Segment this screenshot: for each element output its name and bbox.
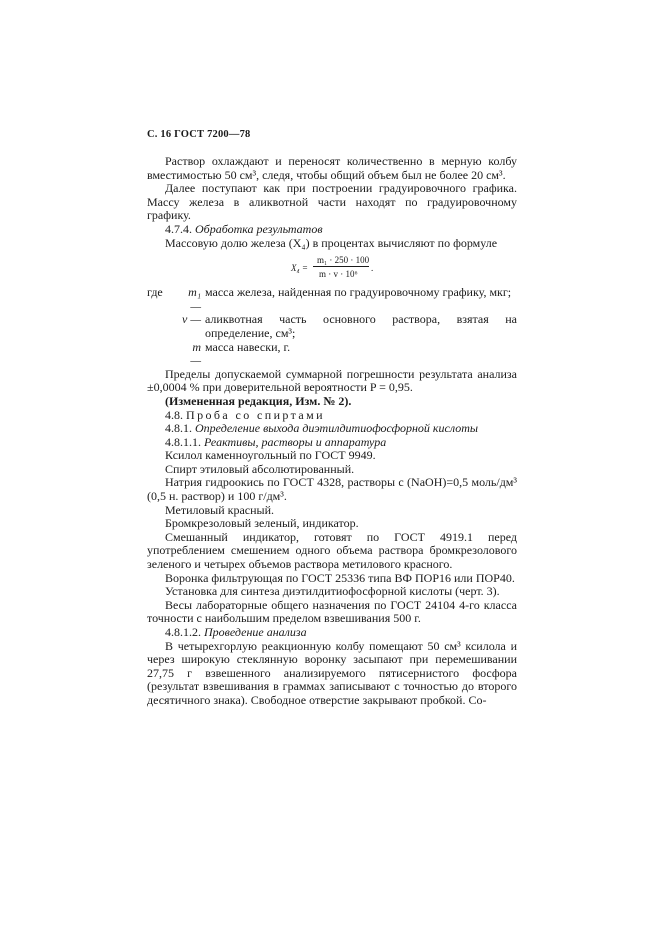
section-number: 4.8.1. xyxy=(165,421,192,436)
variable-name: m₁ — xyxy=(188,285,201,313)
reagent-item: Воронка фильтрующая по ГОСТ 25336 типа ВФ ПОР16 или ПОР40. xyxy=(165,570,515,585)
section-title: Обработка результатов xyxy=(195,221,323,236)
reagent-item: Натрия гидроокись по ГОСТ 4328, растворы c (NaOH)=0,5 моль/дм³ (0,5 н. раствор) и 100 г/дм³. xyxy=(147,475,517,504)
section-title: Определение выхода диэтилдитиофосфорной кислоты xyxy=(195,421,479,436)
section-title: Проведение анализа xyxy=(204,625,307,639)
formula-end: . xyxy=(371,263,374,274)
section-title: Проба со спиртами xyxy=(186,407,325,422)
document-body xyxy=(147,155,517,708)
formula-numerator: m₁ · 250 · 100 xyxy=(317,255,370,266)
formula-lhs: X₄ = xyxy=(291,263,308,274)
section-number: 4.7.4. xyxy=(165,221,192,236)
paragraph: Пределы допускаемой суммарной погрешности результата анализа ±0,0004 % при доверительной вероятности P = 0,95. xyxy=(147,366,517,395)
section-heading-4-8-1-1 xyxy=(147,436,517,450)
variable-name: v — xyxy=(182,312,201,327)
section-heading-4-8-1 xyxy=(147,422,517,436)
section-heading-4-7-4 xyxy=(147,223,517,237)
reagent-item: Весы лабораторные общего назначения по ГОСТ 24104 4-го класса точности с наибольшим пределом взвешивания 500 г. xyxy=(147,597,517,626)
page-header: С. 16 ГОСТ 7200—78 xyxy=(147,129,251,140)
section-heading-4-8-1-2 xyxy=(147,626,517,640)
reagent-item: Спирт этиловый абсолютированный. xyxy=(165,461,355,476)
section-number: 4.8.1.2. xyxy=(165,625,201,639)
reagent-item: Установка для синтеза диэтилдитиофосфорной кислоты (черт. 3). xyxy=(165,584,500,599)
where-label: где xyxy=(147,285,163,300)
reagent-item: Бромкрезоловый зеленый, индикатор. xyxy=(165,516,359,531)
formula-denominator: m · v · 10⁶ xyxy=(319,269,358,280)
reagent-item: Метиловый красный. xyxy=(165,502,275,517)
section-number: 4.8.1.1. xyxy=(165,434,201,449)
variable-description: масса железа, найденная по градуировочному графику, мкг; xyxy=(205,285,512,300)
paragraph: В четырехгорлую реакционную колбу помещают 50 см³ ксилола и через широкую стеклянную воронку засыпают при перемешивании 27,75 г взвешенного анализируемого пятисернистого фосфора (результат взвешивания в граммах записывают с точностью до второго десятичного знака). Свободное отверстие закрывают пробкой. Со- xyxy=(147,638,517,707)
paragraph: Раствор охлаждают и переносят количественно в мерную колбу вместимостью 50 см³, следя, чтобы общий объем был не более 20 см³. xyxy=(147,154,517,182)
where-label xyxy=(147,341,179,368)
variable-definitions xyxy=(147,286,517,368)
formula xyxy=(147,250,517,286)
paragraph: Далее поступают как при построении градуировочного графика. Массу железа в аликвотной части находят по градуировочному графику. xyxy=(147,181,517,223)
reagent-item: Смешанный индикатор, готовят по ГОСТ 4919.1 перед употреблением смешением одного объема раствора бромкрезолового зеленого и четырех объемов раствора метилового красного. xyxy=(147,529,517,572)
fraction-bar xyxy=(313,266,369,267)
section-number: 4.8. xyxy=(165,407,183,422)
where-label xyxy=(147,313,179,340)
variable-description: масса навески, г. xyxy=(205,339,291,354)
reagent-item: Ксилол каменноугольный по ГОСТ 9949. xyxy=(165,448,376,463)
section-heading-4-8 xyxy=(147,409,517,423)
paragraph: Массовую долю железа (X₄) в процентах вычисляют по формуле xyxy=(165,235,498,250)
section-title: Реактивы, растворы и аппаратура xyxy=(204,434,387,449)
variable-description: аликвотная часть основного раствора, взятая на определение, см³; xyxy=(205,312,517,340)
variable-name: m — xyxy=(190,339,201,368)
amendment-note: (Измененная редакция, Изм. № 2). xyxy=(165,393,352,408)
